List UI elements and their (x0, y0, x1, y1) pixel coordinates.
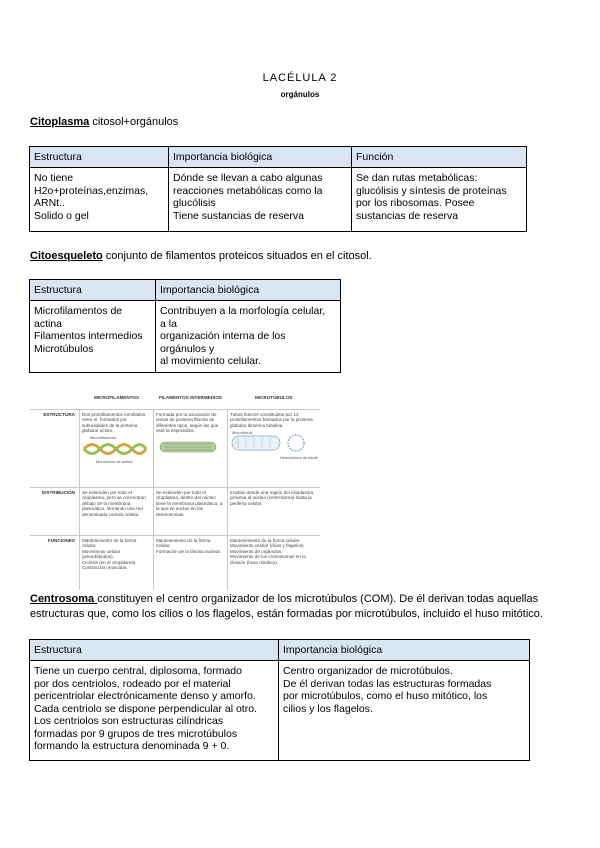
figure-cell: Irradian desde una región del citoplasma próxima al núcleo (centrosoma) hasta la periferia celular. (228, 488, 321, 536)
table-cell (156, 301, 341, 373)
table-row (30, 168, 527, 232)
citoesqueleto-table (29, 279, 341, 373)
centrosoma-paragraph (30, 592, 570, 622)
figure-bullet: Movimiento de los cromosomas en la división (huso mitótico). (230, 554, 306, 565)
cell-line: a la (160, 317, 177, 330)
cell-line: formando la estructura denominada 9 + 0. (34, 740, 230, 752)
cell-line: cilios y los flagelos. (283, 702, 373, 715)
cell-line: Los centriolos son estructuras cilíndricas (34, 715, 224, 727)
figure-small-label: Heterodímero de tubulina (280, 456, 318, 461)
cell-line: orgánulos y (160, 342, 215, 355)
cell-line: formadas por 9 grupos de tres microtúbulos (34, 727, 238, 740)
cell-line: Microtúbulos (34, 342, 94, 355)
figure-row-label: DISTRIBUCIÓN (30, 488, 79, 536)
microtubule-cross-section (288, 435, 304, 451)
table-cell (169, 168, 352, 232)
cell-line: Centro organizador de microtúbulos. (283, 665, 453, 677)
table-cell (30, 301, 156, 373)
cell-line: pericentriolar electrónicamente denso y amorfo. (34, 690, 256, 702)
figure-text: Tubos huecos constituidos por 13 protofilamentos formados por la proteína globular dimérica tubulina. (230, 412, 313, 428)
cell-line: De él derivan todas las estructuras formadas (283, 677, 492, 690)
citoesqueleto-heading-line (30, 250, 372, 262)
cell-line: Filamentos intermedios (34, 330, 143, 342)
cell-line: Microfilamentos de (34, 305, 123, 317)
microfilament-illustration (82, 434, 148, 464)
figure-header-row (30, 393, 320, 410)
figure-row (30, 410, 320, 488)
figure-bullet: Movimiento de orgánulos. (230, 548, 283, 554)
figure-row-label: ESTRUCTURA (30, 410, 79, 488)
cell-line: Se dan rutas metabólicas: (356, 172, 478, 184)
figure-cell (228, 536, 321, 591)
cell-line: ARNt.. (34, 197, 65, 209)
cell-line: al movimiento celular. (160, 355, 261, 367)
column-header: Importancia biológica (156, 280, 341, 301)
figure-small-label: Microtúbulo (232, 430, 253, 436)
figure-row (30, 488, 320, 536)
citoesqueleto-definition: conjunto de filamentos proteicos situados en el citosol. (102, 250, 372, 262)
citoplasma-heading-line (30, 116, 178, 128)
figure-col-header: FILAMENTOS INTERMEDIOS (159, 395, 222, 400)
column-header: Estructura (30, 280, 156, 301)
cell-line: Contribuyen a la morfología celular, (160, 305, 326, 317)
cell-line: reacciones metabólicas como la (173, 184, 323, 197)
cell-line: organización interna de los (160, 330, 286, 342)
figure-bullet: Movimiento celular (pseudópodos). (81, 548, 121, 560)
column-header: Importancia biológica (279, 640, 530, 661)
cell-line: Tiene un cuerpo central, diplosoma, formado (34, 665, 242, 677)
table-cell (30, 661, 279, 761)
table-cell (279, 661, 530, 761)
figure-cell (79, 410, 153, 488)
figure-bullet: Contracción muscular. (81, 565, 128, 571)
table-cell (352, 168, 527, 232)
citoesqueleto-heading: Citoesqueleto (30, 250, 103, 262)
figure-row (30, 536, 320, 591)
figure-cell (79, 536, 153, 591)
column-header: Estructura (30, 640, 279, 661)
cell-line: por dos centriolos, rodeado por el material (34, 677, 231, 690)
figure-bullet: Movimiento celular (cilios y flagelos). (230, 543, 305, 549)
figure-bullet: Mantenimiento de la forma celular. (81, 538, 137, 549)
microtubule-body (232, 436, 280, 450)
table-cell (30, 168, 169, 232)
table-header-row (30, 147, 527, 168)
column-header: Función (352, 147, 527, 168)
microtubule-illustration (230, 428, 318, 462)
centrosoma-text: constituyen el centro organizador de los microtúbulos (COM). De él derivan todas aquellas estructuras que, como los cilios o los flagelos, están formadas por microtúbulos, incluido el huso mitótico. (30, 593, 543, 620)
cell-line: Dónde se llevan a cabo algunas (173, 172, 323, 184)
figure-bullet: Mantenimiento de la forma celular. (230, 538, 301, 543)
cell-line: Solido o gel (34, 209, 89, 222)
cell-line: por microtúbulos, como el huso mitótico, los (283, 690, 488, 702)
intermediate-filament-illustration (156, 434, 222, 460)
citoplasma-heading: Citoplasma (30, 116, 90, 128)
citoplasma-table (29, 146, 527, 232)
cell-line: por los ribosomas. Posee (356, 197, 475, 209)
figure-col-header: MICROTÚBULOS (254, 395, 293, 400)
figure-small-label: Monómero de actina (95, 458, 133, 464)
figure-col-header: MICROFILAMENTOS (93, 395, 140, 400)
figure-text: Dos protofilamentos enrollados entre sí, formados por subunidades de la proteína globular actina. (81, 412, 146, 434)
figure-text: Formada por la asociación de varias de proteína fibrosa de diferentes tipos, según las que esté la especializa. (155, 412, 219, 434)
cytoskeleton-comparison-figure (30, 393, 320, 590)
figure-bullet: Mantenimiento de la forma celular. (155, 538, 211, 549)
cell-line: glucólisis y síntesis de proteínas (356, 184, 507, 197)
centrosoma-table (29, 639, 530, 761)
column-header: Estructura (30, 147, 169, 168)
cell-line: actina (34, 317, 63, 330)
page-subtitle: orgánulos (280, 90, 320, 99)
cell-line: Cada centriolo se dispone perpendicular al otro. (34, 702, 257, 715)
cell-line: glucólisis (173, 197, 216, 209)
figure-cell: Se extienden por todo el citoplasma, pero se concentran debajo de la membrana plasmática, formando una red denominada corteza celular. (79, 488, 153, 536)
cell-line: Tiene sustancias de reserva (173, 209, 304, 222)
figure-corner (30, 393, 79, 410)
cell-line: H2o+proteínas,enzimas, (34, 184, 149, 197)
cell-line: No tiene (34, 172, 74, 184)
figure-small-label: Microfilamento (89, 434, 116, 440)
table-row (30, 661, 530, 761)
cell-line: sustancias de reserva (356, 209, 459, 222)
table-row (30, 301, 341, 373)
table-header-row (30, 640, 530, 661)
centrosoma-heading: Centrosoma (30, 593, 98, 605)
figure-cell (228, 410, 321, 488)
page-title: LACÉLULA 2 (262, 72, 338, 84)
column-header: Importancia biológica (169, 147, 352, 168)
table-header-row (30, 280, 341, 301)
figure-cell (153, 410, 227, 488)
citoplasma-definition: citosol+orgánulos (92, 116, 179, 128)
figure-bullet: Ciclosis (en el citoplasma). (81, 559, 137, 565)
figure-bullet: Formación de la lámina nuclear. (155, 548, 222, 554)
figure-cell: Se extienden por todo el citoplasma, dentro del núcleo tiene la membrana plasmática, a la que se anclan en los desmosomas. (153, 488, 227, 536)
figure-row-label: FUNCIONES (30, 536, 79, 591)
figure-cell (153, 536, 227, 591)
